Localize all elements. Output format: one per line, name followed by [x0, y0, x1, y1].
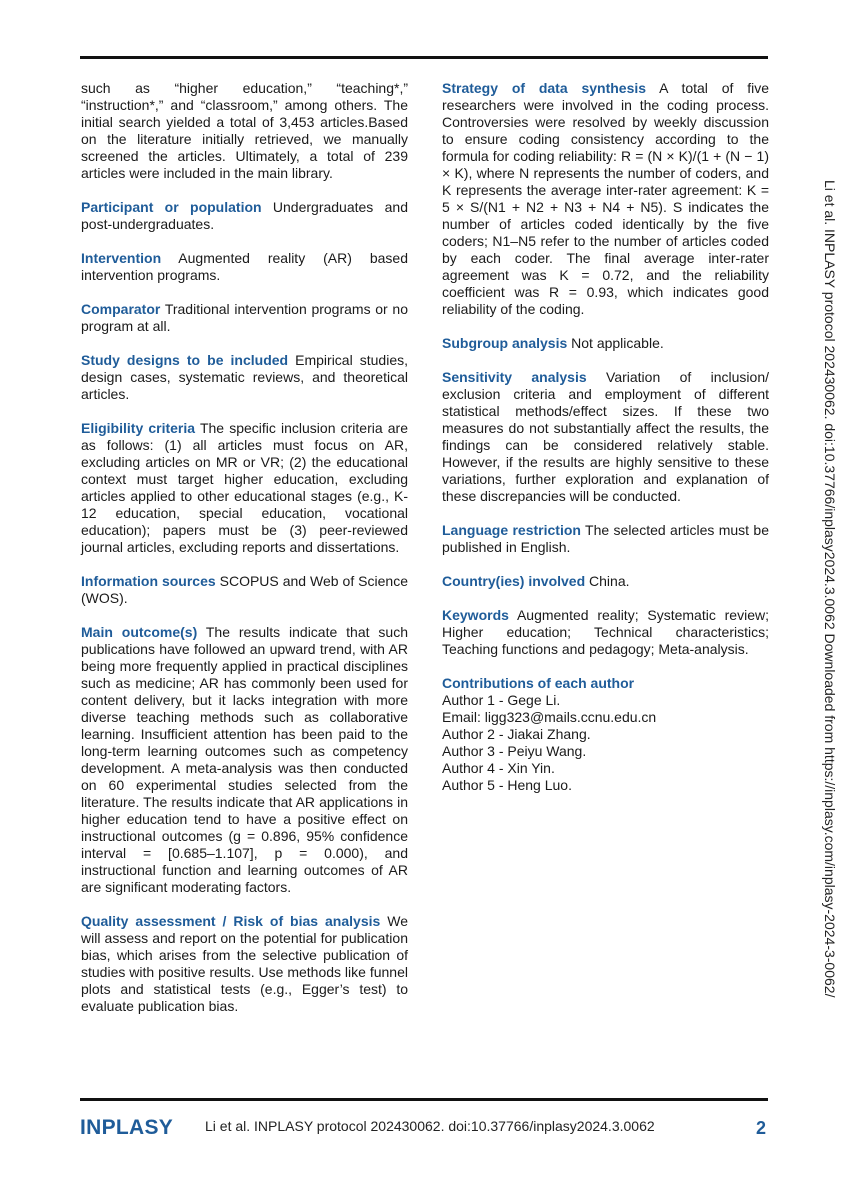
info-sources-text: SCOPUS and Web of Science (WOS).	[81, 573, 408, 606]
side-download-note: Li et al. INPLASY protocol 202430062. doi:10.37766/inplasy2024.3.0062 Downloaded from https://inplasy.com/inplasy-2024-3-0062/	[822, 180, 838, 998]
synthesis-heading: Strategy of data synthesis	[442, 80, 647, 96]
main-outcomes-section	[81, 624, 408, 896]
footer-logo: INPLASY	[80, 1116, 174, 1139]
participant-heading: Participant or population	[81, 199, 262, 215]
info-sources-heading: Information sources	[81, 573, 216, 589]
language-text: The selected articles must be published in English.	[442, 522, 769, 555]
right-column	[442, 80, 769, 794]
eligibility-heading: Eligibility criteria	[81, 420, 196, 436]
author-line-2: Author 2 - Jiakai Zhang.	[442, 726, 591, 742]
study-designs-section	[81, 352, 408, 403]
quality-heading: Quality assessment / Risk of bias analysis	[81, 913, 381, 929]
author-email: Email: ligg323@mails.ccnu.edu.cn	[442, 709, 657, 725]
participant-text: Undergraduates and post-undergraduates.	[81, 199, 408, 232]
intervention-heading: Intervention	[81, 250, 162, 266]
bottom-rule	[80, 1098, 768, 1101]
sensitivity-text: Variation of inclusion/ exclusion criteria and employment of different statistical methods/effect sizes. If these two measures do not substantially affect the results, the findings can be considered relatively stable. However, if the results are highly sensitive to these variations, further exploration and explanation of these discrepancies will be conducted.	[442, 369, 769, 504]
participant-section	[81, 199, 408, 233]
quality-text: We will assess and report on the potential for publication bias, which arises from the selective publication of studies with positive results. Use methods like funnel plots and statistical tests (e.g., Egger’s test) to evaluate publication bias.	[81, 913, 408, 1014]
study-designs-heading: Study designs to be included	[81, 352, 289, 368]
intro-paragraph: such as “higher education,” “teaching*,” “instruction*,” and “classroom,” among others. The initial search yielded a total of 3,453 articles.Based on the literature initially retrieved, we manually screened the articles. Ultimately, a total of 239 articles were included in the main library.	[81, 80, 408, 181]
keywords-section	[442, 607, 769, 658]
language-heading: Language restriction	[442, 522, 581, 538]
intervention-text: Augmented reality (AR) based intervention programs.	[81, 250, 408, 283]
info-sources-section	[81, 573, 408, 607]
quality-section	[81, 913, 408, 1015]
comparator-text: Traditional intervention programs or no program at all.	[81, 301, 408, 334]
keywords-heading: Keywords	[442, 607, 509, 623]
synthesis-text: A total of five researchers were involved in the coding process. Controversies were resolved by weekly discussion to ensure coding consistency according to the formula for coding reliability: R = (N × K)/(1 + (N − 1) × K), where N represents the number of coders, and K represents the average inter-rater agreement: K = 5 × S/(N1 + N2 + N3 + N4 + N5). S indicates the number of articles coded identically by the five coders; N1–N5 refer to the number of articles coded by each coder. The final average inter-rater agreement was K = 0.72, and the reliability coefficient was R = 0.93, which indicates good reliability of the coding.	[442, 80, 769, 317]
top-rule	[80, 56, 768, 59]
contributions-heading: Contributions of each author	[442, 675, 635, 691]
left-column	[81, 80, 408, 1032]
author-line-1: Author 1 - Gege Li.	[442, 692, 561, 708]
eligibility-section	[81, 420, 408, 556]
country-text: China.	[589, 573, 630, 589]
subgroup-section	[442, 335, 769, 352]
author-line-5: Author 5 - Heng Luo.	[442, 777, 572, 793]
sensitivity-section	[442, 369, 769, 505]
study-designs-text: Empirical studies, design cases, systematic reviews, and theoretical articles.	[81, 352, 408, 402]
author-line-4: Author 4 - Xin Yin.	[442, 760, 555, 776]
eligibility-text: The specific inclusion criteria are as follows: (1) all articles must focus on AR, excluding articles on MR or VR; (2) the educational context must target higher education, excluding articles applied to other educational stages (e.g., K-12 education, special education, vocational education); papers must be (3) peer-reviewed journal articles, excluding reports and dissertations.	[81, 420, 408, 555]
keywords-text: Augmented reality; Systematic review; Higher education; Technical characteristics; Teaching functions and pedagogy; Meta-analysis.	[442, 607, 769, 657]
language-section	[442, 522, 769, 556]
contributions-section	[442, 675, 769, 794]
comparator-heading: Comparator	[81, 301, 161, 317]
main-outcomes-text: The results indicate that such publications have followed an upward trend, with AR being more frequently applied in practical disciplines such as medicine; AR has commonly been used for content delivery, but it lacks integration with more diverse teaching methods such as collaborative learning. Insufficient attention has been paid to the long-term learning outcomes such as competency development. A meta-analysis was then conducted on 60 experimental studies selected from the literature. The results indicate that AR applications in higher education tend to have a positive effect on instructional outcomes (g = 0.896, 95% confidence interval = [0.685–1.107], p = 0.000), and instructional function and learning outcomes of AR are significant moderating factors.	[81, 624, 408, 895]
synthesis-section	[442, 80, 769, 318]
page-number: 2	[756, 1118, 767, 1138]
comparator-section	[81, 301, 408, 335]
country-heading: Country(ies) involved	[442, 573, 586, 589]
intervention-section	[81, 250, 408, 284]
country-section	[442, 573, 769, 590]
author-line-3: Author 3 - Peiyu Wang.	[442, 743, 587, 759]
subgroup-text: Not applicable.	[571, 335, 664, 351]
footer-citation: Li et al. INPLASY protocol 202430062. doi:10.37766/inplasy2024.3.0062	[205, 1118, 655, 1134]
sensitivity-heading: Sensitivity analysis	[442, 369, 587, 385]
main-outcomes-heading: Main outcome(s)	[81, 624, 198, 640]
subgroup-heading: Subgroup analysis	[442, 335, 568, 351]
